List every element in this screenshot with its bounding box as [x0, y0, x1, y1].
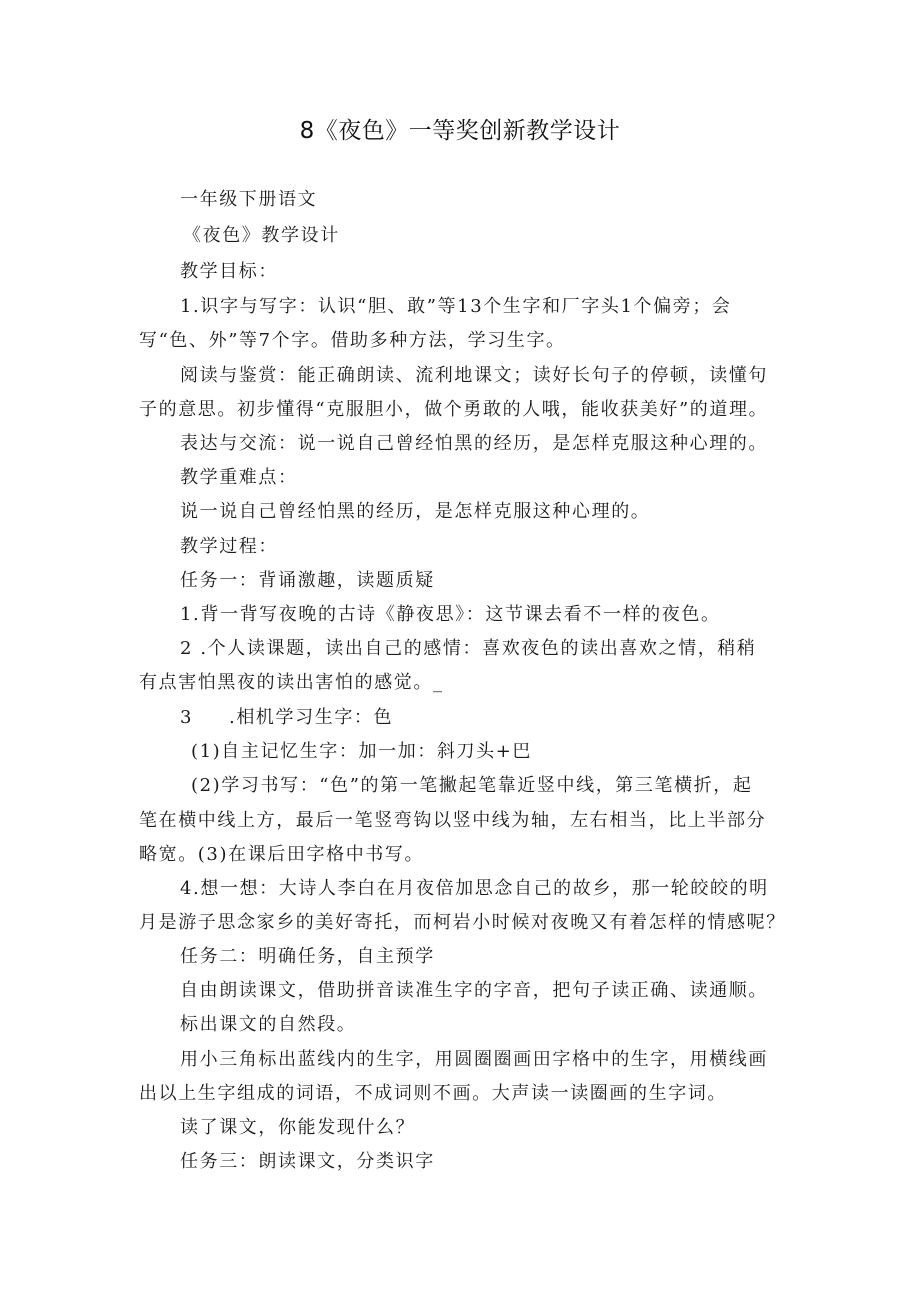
paragraph-line: 表达与交流：说一说自己曾经怕黑的经历，是怎样克服这种心理的。	[180, 433, 768, 454]
paragraph-line: .相机学习生字：色	[229, 707, 394, 728]
paragraph-line: 自由朗读课文，借助拼音读准生字的字音，把句子读正确、读通顺。	[180, 980, 768, 1001]
section-heading: 教学过程：	[180, 536, 278, 557]
paragraph-line: 1.背一背写夜晚的古诗《静夜思》：这节课去看不一样的夜色。	[180, 604, 721, 625]
paragraph-line: 出以上生字组成的词语，不成词则不画。大声读一读圈画的生字词。	[139, 1083, 727, 1104]
task-heading: 任务二：明确任务，自主预学	[180, 946, 435, 967]
paragraph-line: (1)自主记忆生字：加一加：斜刀头+巴	[191, 741, 532, 762]
paragraph-line: 标出课文的自然段。	[180, 1014, 357, 1035]
paragraph-line: 1.识字与写字：认识“胆、敢”等13个生字和厂字头1个偏旁；会	[180, 296, 732, 317]
paragraph-line: 阅读与鉴赏：能正确朗读、流利地课文；读好长句子的停顿，读懂句	[180, 365, 768, 386]
paragraph-line: 写“色、外”等7个字。借助多种方法，学习生字。	[139, 330, 566, 351]
paragraph-line: 说一说自己曾经怕黑的经历，是怎样克服这种心理的。	[180, 501, 651, 522]
page-title: 8《夜色》一等奖创新教学设计	[299, 118, 621, 144]
paragraph-line: 《夜色》教学设计	[183, 225, 340, 246]
list-number: 3	[180, 707, 194, 728]
paragraph-line: 一年级下册语文	[180, 189, 318, 210]
paragraph-line: 2 .个人读课题，读出自己的感情：喜欢夜色的读出喜欢之情，稍稍	[180, 638, 757, 659]
paragraph-line: 月是游子思念家乡的美好寄托，而柯岩小时候对夜晚又有着怎样的情感呢？	[139, 912, 786, 933]
paragraph-line: 读了课文，你能发现什么？	[180, 1117, 416, 1138]
paragraph-line: 用小三角标出蓝线内的生字，用圆圈圈画田字格中的生字，用横线画	[180, 1049, 768, 1070]
paragraph-line: 笔在横中线上方，最后一笔竖弯钩以竖中线为轴，左右相当，比上半部分	[139, 810, 767, 831]
section-heading: 教学目标：	[180, 261, 278, 282]
task-heading: 任务一：背诵激趣，读题质疑	[180, 570, 435, 591]
paragraph-line: 有点害怕黑夜的读出害怕的感觉。_	[139, 672, 444, 693]
paragraph-line: (2)学习书写：“色”的第一笔撇起笔靠近竖中线，第三笔横折，起	[191, 775, 753, 796]
paragraph-line: 略宽。(3)在课后田字格中书写。	[139, 844, 425, 865]
paragraph-line: 子的意思。初步懂得“克服胆小，做个勇敢的人哦，能收获美好”的道理。	[139, 399, 769, 420]
paragraph-line: 4.想一想：大诗人李白在月夜倍加思念自己的故乡，那一轮皎皎的明	[180, 878, 769, 899]
section-heading: 教学重难点：	[180, 467, 298, 488]
task-heading: 任务三：朗读课文，分类识字	[180, 1151, 435, 1172]
